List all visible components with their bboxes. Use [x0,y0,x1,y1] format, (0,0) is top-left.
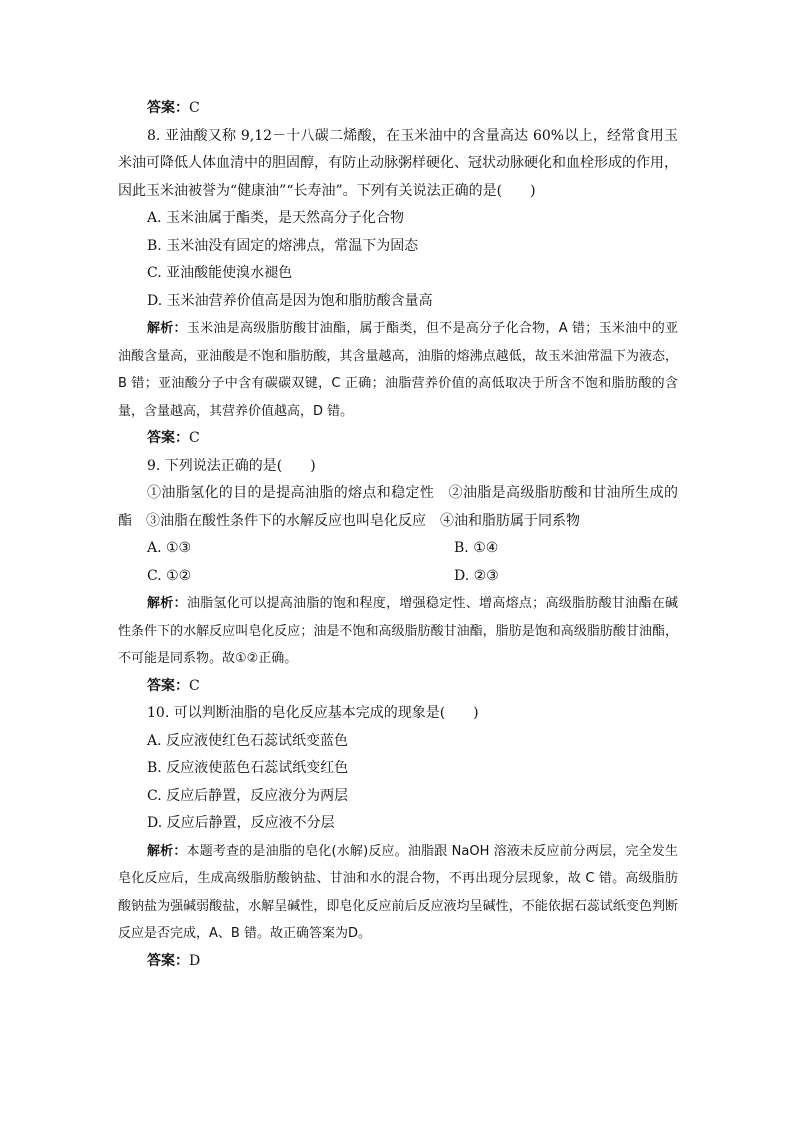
answer-line [118,95,678,123]
answer-value: D [189,952,201,969]
question-9-stem: 9. 下列说法正确的是( ) [147,457,316,474]
answer-value: C [189,100,200,116]
answer-value: C [189,430,200,446]
question-8-answer [118,425,678,453]
answer-label: 答案： [147,952,189,969]
analysis-label: 解析： [147,596,187,611]
answer-value: C [189,677,200,694]
question-9-option-b: B. ①④ [454,540,499,556]
question-8-option-a: A. 玉米油属于酯类，是天然高分子化合物 [147,210,405,226]
question-10-answer [118,948,678,976]
answer-label: 答案： [147,677,189,694]
question-9-option-a: A. ①③ [147,540,192,556]
analysis-label: 解析： [147,843,187,859]
question-8-option-c: C. 亚油酸能使溴水褪色 [147,265,293,281]
question-9-statements: ①油脂氢化的目的是提高油脂的熔点和稳定性 ②油脂是高级脂肪酸和甘油所生成的酯 ③油脂在酸性条件下的水解反应也叫皂化反应 ④油和脂肪属于同系物 [118,485,678,529]
question-8-stem: 8. 亚油酸又称 9,12－十八碳二烯酸，在玉米油中的含量高达 60%以上，经常食用玉米油可降低人体血清中的胆固醇，有防止动脉粥样硬化、冠状动脉硬化和血栓形成的作用，因此玉米油被誉为“健康油”“长寿油”。下列有关说法正确的是( ) [118,127,678,199]
analysis-text: 本题考查的是油脂的皂化(水解)反应。油脂跟 NaOH 溶液未反应前分两层，完全发生皂化反应后，生成高级脂肪酸钠盐、甘油和水的混合物，不再出现分层现象，故 C 错。高级脂肪酸钠盐为强碱弱酸盐，水解呈碱性，即皂化反应前后反应液均呈碱性，不能依据石蕊试纸变色判断反应是否完成，A、B 错。故正确答案为D。 [118,843,678,941]
analysis-text: 油脂氢化可以提高油脂的饱和程度，增强稳定性、增高熔点；高级脂肪酸甘油酯在碱性条件下的水解反应叫皂化反应；油是不饱和高级脂肪酸甘油酯，脂肪是饱和高级脂肪酸甘油酯，不可能是同系物。故①②正确。 [118,596,678,666]
analysis-text: 玉米油是高级脂肪酸甘油酯，属于酯类，但不是高分子化合物，A 错；玉米油中的亚油酸含量高，亚油酸是不饱和脂肪酸，其含量越高，油脂的熔沸点越低，故玉米油常温下为液态，B 错；亚油酸分子中含有碳碳双键，C 正确；油脂营养价值的高低取决于所含不饱和脂肪酸的含量，含量越高，其营养价值越高，D 错。 [118,321,678,419]
question-10-stem: 10. 可以判断油脂的皂化反应基本完成的现象是( ) [147,705,479,721]
question-8-option-d: D. 玉米油营养价值高是因为饱和脂肪酸含量高 [147,292,433,309]
document-page [118,95,678,975]
question-9-options-row-2 [118,563,678,591]
question-9-options-row-1 [118,535,678,563]
question-10-option-c: C. 反应后静置，反应液分为两层 [147,787,349,804]
question-8-analysis [118,315,678,425]
question-9-answer [118,673,678,701]
question-9-option-c: C. ①② [147,567,192,584]
question-10-option-a: A. 反应液使红色石蕊试纸变蓝色 [147,732,349,749]
question-9-option-d: D. ②③ [454,567,499,584]
analysis-label: 解析： [147,321,187,336]
answer-label: 答案： [147,100,189,116]
question-10-option-b: B. 反应液使蓝色石蕊试纸变红色 [147,760,349,776]
answer-label: 答案： [147,430,189,446]
question-9-analysis [118,590,678,673]
question-10-analysis [118,838,678,948]
question-10-option-d: D. 反应后静置，反应液不分层 [147,815,335,831]
question-8-option-b: B. 玉米油没有固定的熔沸点，常温下为固态 [147,237,419,254]
